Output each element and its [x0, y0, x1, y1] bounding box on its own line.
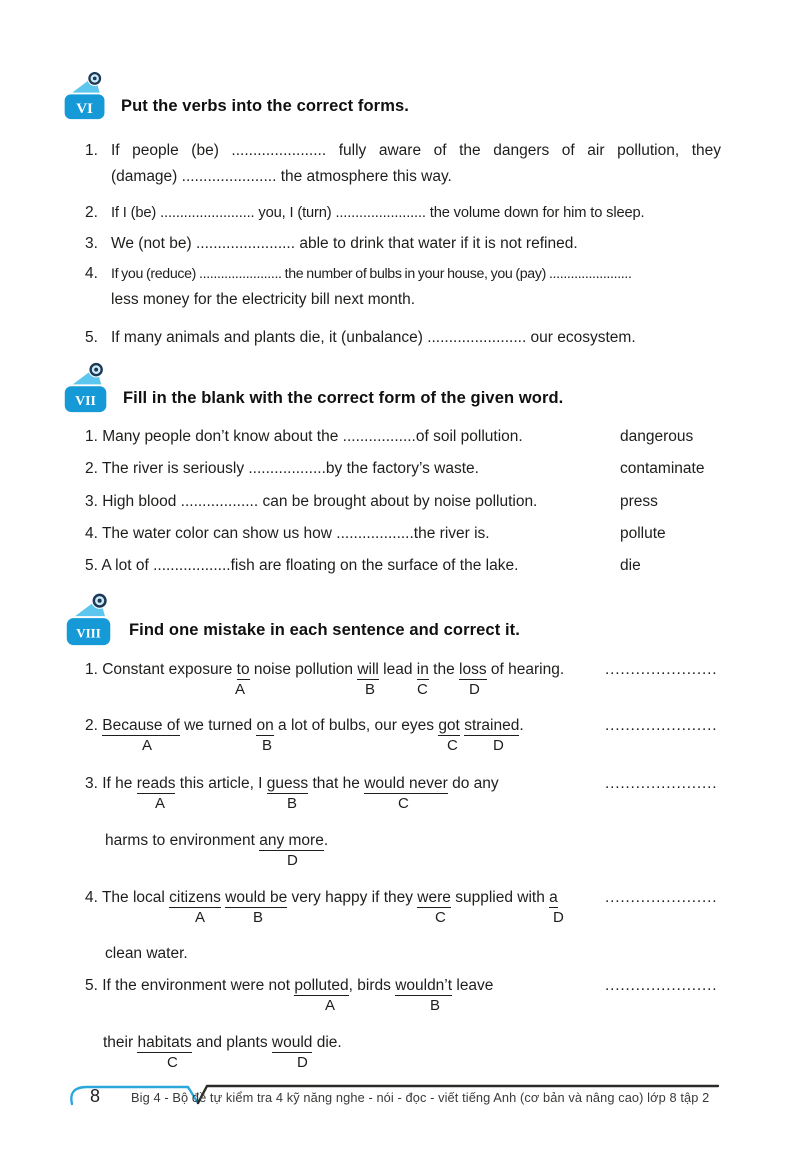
sentence-text: the [428, 661, 460, 678]
exercise-vi-item-1 [85, 138, 733, 190]
underlined-word: on [256, 717, 274, 734]
choice-letter-b: B [430, 997, 441, 1014]
given-word: die [620, 557, 641, 574]
exercise-viii-item-5-continuation [85, 1031, 342, 1055]
sentence-text: noise pollution [249, 661, 358, 678]
sentence-line: less money for the electricity bill next month. [111, 291, 416, 308]
choice-letter-d: D [493, 737, 504, 754]
sentence-text: a lot of bulbs, our eyes [273, 717, 439, 734]
choice-letters [85, 908, 645, 928]
sentence-text: die. [312, 1034, 342, 1051]
given-word: press [620, 493, 658, 510]
sentence-text: this article, I [175, 775, 267, 792]
underlined-word: a [549, 889, 558, 906]
exercise-viii-item-1-sentence [85, 658, 564, 682]
item-number: 1. [85, 142, 98, 159]
sentence-text: 3. If he [85, 775, 137, 792]
page-number: 8 [90, 1086, 101, 1106]
section-vi-number: VI [76, 100, 93, 117]
exercise-viii-item-4-sentence [85, 886, 558, 910]
exercise-vii-item-2 [85, 457, 785, 481]
choice-letter-c: C [398, 795, 409, 812]
given-word: pollute [620, 525, 666, 542]
answer-blank: ...................... [605, 889, 718, 906]
choice-letter-b: B [287, 795, 298, 812]
answer-blank: ...................... [605, 661, 718, 678]
choice-letter-a: A [155, 795, 166, 812]
section-vii-number: VII [75, 393, 96, 409]
exercise-vii-item-5 [85, 554, 785, 578]
answer-blank: ...................... [605, 977, 718, 994]
sentence-text: lead [378, 661, 417, 678]
sentence-text: do any [447, 775, 499, 792]
section-viii-number: VIII [76, 625, 101, 641]
sentence-line: If people (be) ...................... fully aware of the dangers of air pollution, they [111, 142, 721, 159]
choice-letter-d: D [287, 852, 298, 869]
underlined-word: guess [266, 775, 309, 792]
underlined-word: reads [136, 775, 176, 792]
given-word: contaminate [620, 460, 705, 477]
sentence-text: . [323, 832, 329, 849]
exercise-viii-item-5-sentence [85, 974, 493, 998]
choice-letter-c: C [447, 737, 458, 754]
choice-letter-b: B [262, 737, 273, 754]
exercise-vi-item-5 [85, 325, 733, 351]
choice-letters [85, 851, 645, 871]
sentence-text: . [519, 717, 524, 734]
sentence-line: If many animals and plants die, it (unbalance) ....................... our ecosystem. [111, 329, 636, 346]
sentence-line: If I (be) ........................ you, I (turn) ....................... the volume down for him to sleep. [111, 205, 645, 221]
underlined-word: in [416, 661, 429, 678]
section-vii-title: Fill in the blank with the correct form of the given word. [123, 389, 564, 407]
sentence-line: If you (reduce) ....................... the number of bulbs in your house, you (pay) ....................... [111, 266, 632, 282]
sentence-line: We (not be) ....................... able to drink that water if it is not refined. [111, 235, 578, 252]
section-vi-badge-icon [62, 68, 108, 126]
sentence-text: 4. The local [85, 889, 170, 906]
sentence: 4. The water color can show us how ..................the river is. [85, 525, 490, 542]
underlined-word: polluted [294, 977, 349, 994]
sentence-text: leave [452, 977, 494, 994]
exercise-vii-item-4 [85, 522, 785, 546]
section-vi-title: Put the verbs into the correct forms. [121, 97, 409, 115]
answer-blank: ...................... [605, 775, 718, 792]
section-vii-header [62, 360, 563, 418]
underlined-word: would [271, 1034, 313, 1051]
underlined-word: habitats [137, 1034, 192, 1051]
underlined-word: to [236, 661, 250, 678]
sentence-text: that he [308, 775, 365, 792]
exercise-vi-item-2 [85, 200, 733, 226]
sentence-text: of hearing. [486, 661, 565, 678]
choice-letter-b: B [253, 909, 264, 926]
exercise-viii-item-2-sentence [85, 714, 524, 738]
sentence-text: very happy if they [287, 889, 418, 906]
sentence-line: (damage) ...................... the atmosphere this way. [111, 168, 452, 185]
choice-letters [85, 736, 645, 756]
choice-letters [85, 1053, 645, 1073]
given-word: dangerous [620, 428, 694, 445]
choice-letter-d: D [553, 909, 564, 926]
exercise-viii-item-3-continuation [85, 829, 328, 853]
sentence-text: 5. If the environment were not [85, 977, 295, 994]
sentence-text: 1. Constant exposure [85, 661, 237, 678]
section-viii-title: Find one mistake in each sentence and correct it. [129, 621, 520, 639]
exercise-vi-item-3 [85, 231, 733, 257]
sentence: 3. High blood .................. can be brought about by noise pollution. [85, 493, 538, 510]
exercise-vii-item-3 [85, 490, 785, 514]
exercise-viii-item-3-sentence [85, 772, 499, 796]
choice-letter-d: D [297, 1054, 308, 1071]
sentence-text: their [103, 1034, 138, 1051]
underlined-word: Because of [102, 717, 180, 734]
choice-letter-a: A [235, 681, 246, 698]
sentence-text: 2. [85, 717, 103, 734]
sentence-text: and plants [191, 1034, 272, 1051]
answer-blank: ...................... [605, 717, 718, 734]
choice-letter-c: C [435, 909, 446, 926]
sentence-text: we turned [179, 717, 257, 734]
item-number: 4. [85, 265, 98, 282]
underlined-word: loss [459, 661, 487, 678]
underlined-word: would be [225, 889, 288, 906]
section-viii-header [62, 592, 520, 650]
underlined-word: citizens [169, 889, 221, 906]
sentence: 2. The river is seriously ..................by the factory’s waste. [85, 460, 479, 477]
section-viii-badge-icon [62, 592, 116, 650]
choice-letter-a: A [325, 997, 336, 1014]
sentence-text: , birds [348, 977, 396, 994]
choice-letter-b: B [365, 681, 376, 698]
underlined-word: strained [464, 717, 520, 734]
choice-letters [85, 996, 645, 1016]
sentence-text: supplied with [450, 889, 550, 906]
underlined-word: any more [259, 832, 324, 849]
choice-letter-c: C [167, 1054, 178, 1071]
choice-letter-c: C [417, 681, 428, 698]
sentence-text: harms to environment [105, 832, 260, 849]
item-number: 2. [85, 204, 98, 221]
exercise-viii-item-4-continuation [85, 942, 188, 966]
section-vi-header [62, 68, 409, 126]
choice-letter-d: D [469, 681, 480, 698]
exercise-vi-item-4 [85, 261, 733, 313]
exercise-vii-item-1 [85, 425, 785, 449]
choice-letter-a: A [142, 737, 153, 754]
sentence: 5. A lot of ..................fish are floating on the surface of the lake. [85, 557, 519, 574]
choice-letters [85, 680, 645, 700]
item-number: 5. [85, 329, 98, 346]
underlined-word: got [438, 717, 460, 734]
choice-letter-a: A [195, 909, 206, 926]
sentence: 1. Many people don’t know about the .................of soil pollution. [85, 428, 523, 445]
footer-caption: Big 4 - Bộ đề tự kiểm tra 4 kỹ năng nghe - nói - đọc - viết tiếng Anh (cơ bản và nâng cao) lớp 8 tập 2 [131, 1090, 710, 1105]
underlined-word: were [417, 889, 451, 906]
choice-letters [85, 794, 645, 814]
underlined-word: will [357, 661, 379, 678]
underlined-word: would never [364, 775, 448, 792]
section-vii-badge-icon [62, 360, 110, 418]
sentence-text: clean water. [105, 945, 188, 962]
underlined-word: wouldn’t [395, 977, 453, 994]
item-number: 3. [85, 235, 98, 252]
